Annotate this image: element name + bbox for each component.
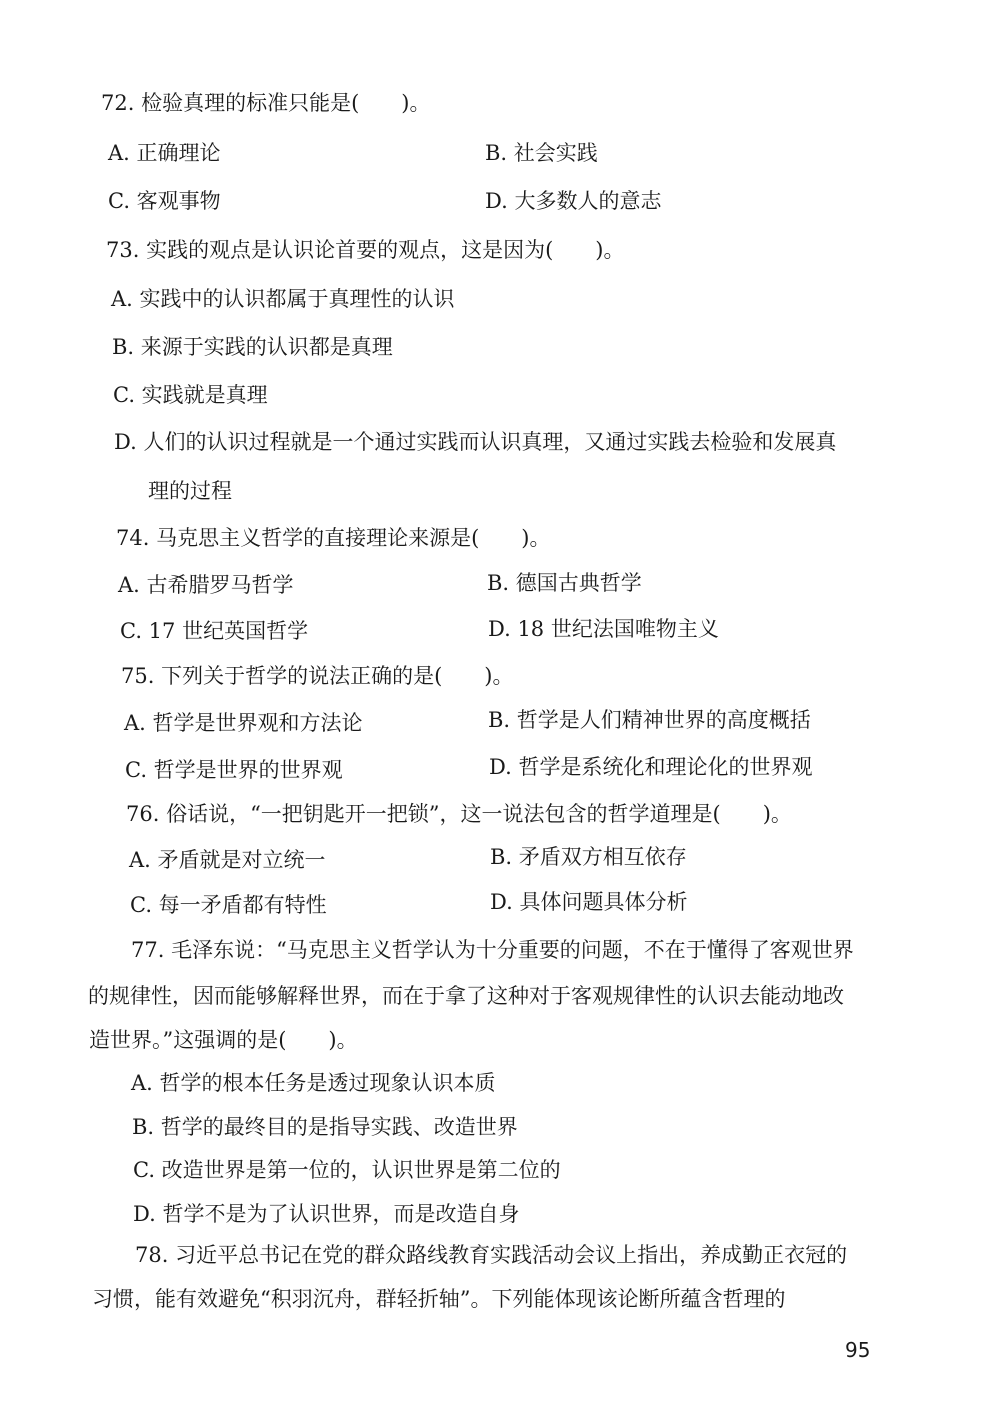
question-74-option-c: C. 17 世纪英国哲学 xyxy=(120,619,309,643)
question-78-stem-line-1: 78. 习近平总书记在党的群众路线教育实践活动会议上指出，养成勤正衣冠的 xyxy=(135,1243,848,1267)
question-76-option-b: B. 矛盾双方相互依存 xyxy=(490,845,687,869)
question-74-option-b: B. 德国古典哲学 xyxy=(487,571,642,595)
question-72-option-d: D. 大多数人的意志 xyxy=(485,189,662,213)
question-75-option-d: D. 哲学是系统化和理论化的世界观 xyxy=(489,755,813,779)
question-72-option-b: B. 社会实践 xyxy=(485,141,598,165)
question-72-option-c: C. 客观事物 xyxy=(108,189,221,213)
question-77-option-c: C. 改造世界是第一位的，认识世界是第二位的 xyxy=(133,1158,561,1182)
question-76-option-c: C. 每一矛盾都有特性 xyxy=(130,893,327,917)
question-78-stem-line-2: 习惯，能有效避免“积羽沉舟，群轻折轴”。下列能体现该论断所蕴含哲理的 xyxy=(92,1287,786,1311)
page-number: 95 xyxy=(845,1338,871,1362)
question-72-stem: 72. 检验真理的标准只能是( )。 xyxy=(101,91,431,115)
question-75-option-c: C. 哲学是世界的世界观 xyxy=(125,758,343,782)
question-73-option-b: B. 来源于实践的认识都是真理 xyxy=(112,335,393,359)
question-76-option-a: A. 矛盾就是对立统一 xyxy=(129,848,326,872)
question-73-option-d: D. 人们的认识过程就是一个通过实践而认识真理，又通过实践去检验和发展真 xyxy=(114,430,837,454)
question-73-stem: 73. 实践的观点是认识论首要的观点，这是因为( )。 xyxy=(106,238,625,262)
question-77-stem-line-3: 造世界。”这强调的是( )。 xyxy=(89,1028,358,1052)
question-77-stem-line-1: 77. 毛泽东说：“马克思主义哲学认为十分重要的问题，不在于懂得了客观世界 xyxy=(131,938,854,962)
question-76-stem: 76. 俗话说，“一把钥匙开一把锁”，这一说法包含的哲学道理是( )。 xyxy=(126,802,792,826)
question-73-option-d-continued: 理的过程 xyxy=(148,479,232,503)
question-75-option-b: B. 哲学是人们精神世界的高度概括 xyxy=(488,708,811,732)
question-77-option-b: B. 哲学的最终目的是指导实践、改造世界 xyxy=(132,1115,518,1139)
question-77-option-d: D. 哲学不是为了认识世界，而是改造自身 xyxy=(133,1202,520,1226)
question-74-option-a: A. 古希腊罗马哲学 xyxy=(118,573,294,597)
question-73-option-a: A. 实践中的认识都属于真理性的认识 xyxy=(111,287,455,311)
question-75-option-a: A. 哲学是世界观和方法论 xyxy=(124,711,363,735)
question-77-stem-line-2: 的规律性，因而能够解释世界，而在于拿了这种对于客观规律性的认识去能动地改 xyxy=(88,984,844,1008)
question-75-stem: 75. 下列关于哲学的说法正确的是( )。 xyxy=(121,664,514,688)
question-76-option-d: D. 具体问题具体分析 xyxy=(490,890,688,914)
question-77-option-a: A. 哲学的根本任务是透过现象认识本质 xyxy=(131,1071,496,1095)
question-72-option-a: A. 正确理论 xyxy=(108,141,221,165)
question-74-stem: 74. 马克思主义哲学的直接理论来源是( )。 xyxy=(116,526,551,550)
question-74-option-d: D. 18 世纪法国唯物主义 xyxy=(488,617,719,641)
question-73-option-c: C. 实践就是真理 xyxy=(113,383,268,407)
